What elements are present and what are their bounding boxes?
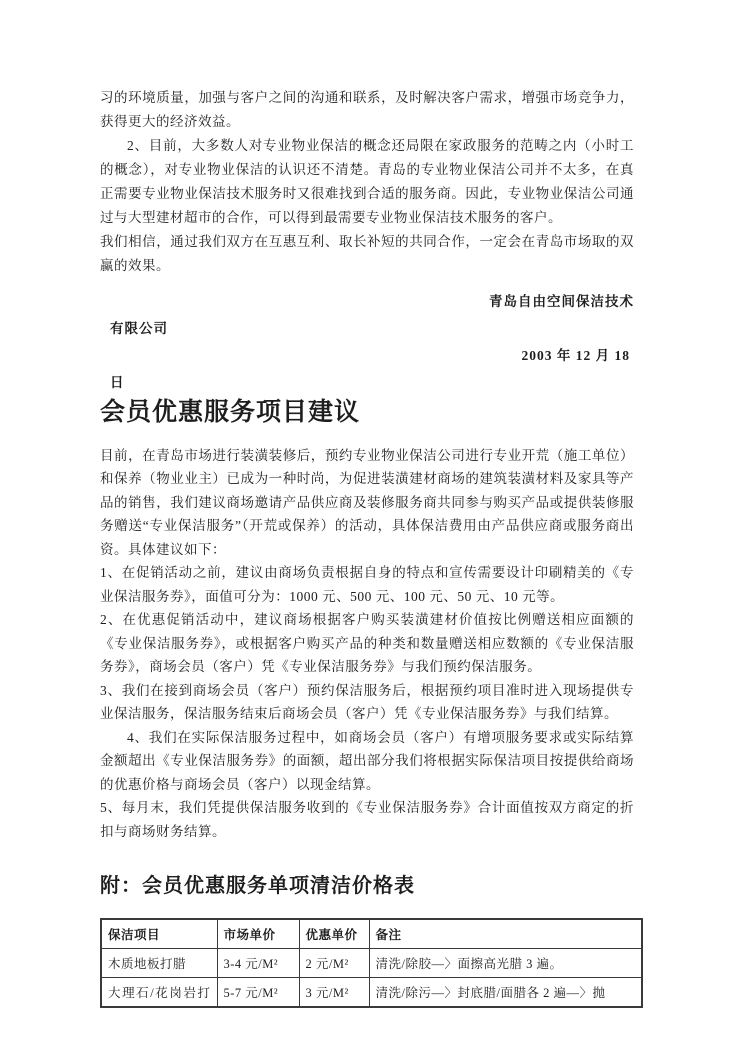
intro-paragraph: 目前，在青岛市场进行装潢装修后，预约专业物业保洁公司进行专业开荒（施工单位）和保养（物业业主）已成为一种时尚，为促进装潢建材商场的建筑装潢材料及家具等产品的销售，我们建议商场邀请产品供应商及装修服务商共同参与购买产品或提供装修服务赠送“专业保洁服务”（开荒或保养）的活动，具体保洁费用由产品供应商或服务商出资。具体建议如下：: [100, 447, 634, 557]
table-row: [101, 977, 642, 1007]
table-cell-item: 木质地板打腊: [101, 948, 217, 977]
paragraph-conclusion: 我们相信，通过我们双方在互惠互利、取长补短的共同合作，一定会在青岛市场取的双赢的效果。: [100, 234, 634, 273]
proposal-item-4: 4、我们在实际保洁服务过程中，如商场会员（客户）有增项服务要求或实际结算金额超出《专业保洁服务券》的面额，超出部分我们将根据实际保洁项目按提供给商场的优惠价格与商场会员（客户）以现金结算。: [100, 729, 634, 792]
signature-line-1: 青岛自由空间保洁技术: [489, 294, 634, 309]
signature-line-2: 有限公司: [110, 321, 168, 336]
price-table-heading: 附：会员优惠服务单项清洁价格表: [100, 875, 415, 898]
paragraph-point-2: 2、目前，大多数人对专业物业保洁的概念还局限在家政服务的范畴之内（小时工的概念），对专业物业保洁的认识还不清楚。青岛的专业物业保洁公司并不太多，在真正需要专业物业保洁技术服务时又很难找到合适的服务商。因此，专业物业保洁公司通过与大型建材超市的合作，可以得到最需要专业物业保洁技术服务的客户。: [100, 138, 634, 225]
table-cell-discount-price: 2 元/M²: [299, 948, 369, 977]
table-header-discount-price: 优惠单价: [299, 919, 369, 949]
table-cell-remarks: 清洗/除污—〉封底腊/面腊各 2 遍—〉抛: [369, 977, 642, 1007]
proposal-item-1: 1、在促销活动之前，建议由商场负责根据自身的特点和宣传需要设计印刷精美的《专业保洁服务券》，面值可分为：1000 元、500 元、100 元、50 元、10 元等。: [100, 565, 634, 604]
table-cell-remarks: 清洗/除胶—〉面擦高光腊 3 遍。: [369, 948, 642, 977]
table-header-remarks: 备注: [369, 919, 642, 949]
price-table: [100, 918, 643, 1008]
table-cell-item: 大理石/花岗岩打: [101, 977, 217, 1007]
signature-block: [100, 288, 634, 396]
date-line-1: 2003 年 12 月 18: [521, 348, 630, 363]
table-cell-market-price: 5-7 元/M²: [217, 977, 299, 1007]
date-line-2: 日: [110, 375, 125, 390]
proposal-item-2: 2、在优惠促销活动中，建议商场根据客户购买装潢建材价值按比例赠送相应面额的《专业保洁服务券》，或根据客户购买产品的种类和数量赠送相应数额的《专业保洁服务券》，商场会员（客户）凭《专业保洁服务券》与我们预约保洁服务。: [100, 612, 634, 675]
table-header-row: [101, 919, 642, 949]
proposal-item-3: 3、我们在接到商场会员（客户）预约保洁服务后，根据预约项目准时进入现场提供专业保洁服务，保洁服务结束后商场会员（客户）凭《专业保洁服务券》与我们结算。: [100, 682, 634, 722]
paragraph-continued: 习的环境质量，加强与客户之间的沟通和联系，及时解决客户需求，增强市场竞争力，获得更大的经济效益。: [100, 90, 634, 129]
document-title: 会员优惠服务项目建议: [100, 399, 361, 426]
table-header-market-price: 市场单价: [217, 919, 299, 949]
table-cell-discount-price: 3 元/M²: [299, 977, 369, 1007]
table-row: [101, 948, 642, 977]
proposal-item-5: 5、每月末，我们凭提供保洁服务收到的《专业保洁服务券》合计面值按双方商定的折扣与商场财务结算。: [100, 800, 634, 839]
table-cell-market-price: 3-4 元/M²: [217, 948, 299, 977]
document-content: [100, 86, 634, 1008]
table-header-item: 保洁项目: [101, 919, 217, 949]
